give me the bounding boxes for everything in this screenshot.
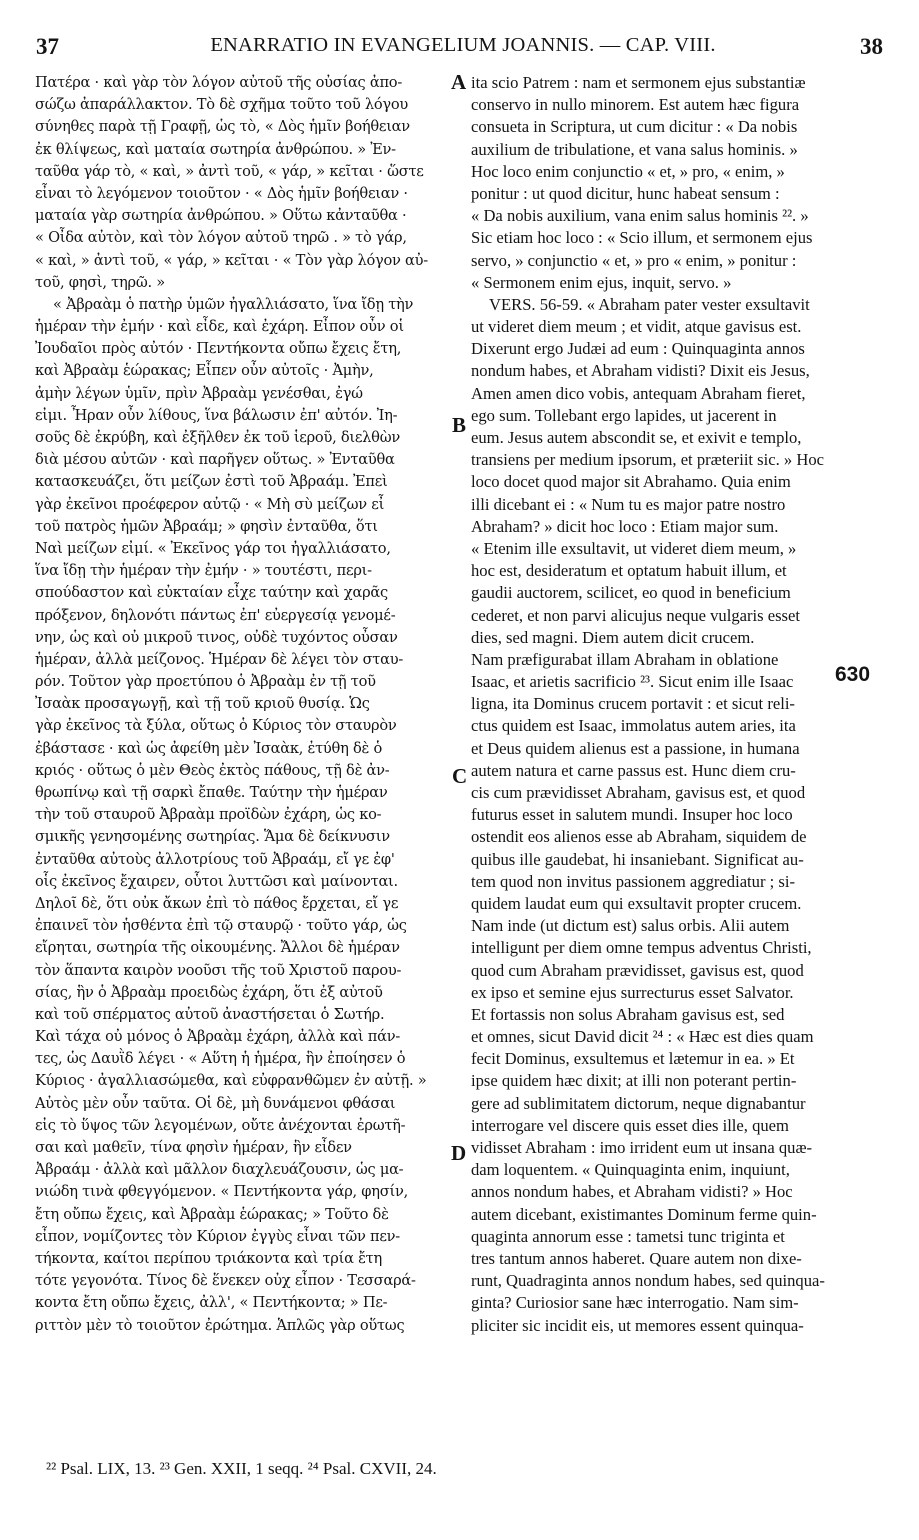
latin-text-line: hoc est, desideratum et optatum habuit illum, et	[471, 561, 787, 581]
greek-text-line: ἐνταῦθα αὐτοὺς ἀλλοτρίους τοῦ Ἀβραάμ, εἴ γε ἐφ'	[35, 850, 395, 868]
page-number-right: 38	[860, 34, 883, 59]
page-header	[0, 34, 919, 68]
latin-text-line: ita scio Patrem : nam et sermonem ejus substantiæ	[471, 73, 806, 92]
greek-text-line: σίας, ἣν ὁ Ἀβραὰμ προειδὼς ἐχάρη, ὅτι ἐξ αὐτοῦ	[35, 983, 383, 1001]
latin-text-line: et omnes, sicut David dicit ²⁴ : « Hæc est dies quam	[471, 1027, 814, 1047]
greek-text-line: ριττὸν μὲν τὸ τοιοῦτον ἐρώτημα. Ἁπλῶς γὰρ οὕτως	[35, 1316, 405, 1334]
greek-text-line: θρωπίνῳ καὶ τῇ σαρκὶ ἔπαθε. Ταύτην τὴν ἡμέραν	[35, 784, 388, 801]
latin-text-line: « Etenim ille exsultavit, ut videret diem meum, »	[471, 538, 797, 558]
greek-text-line: νιώδη τινὰ φθεγγόμενον. « Πεντήκοντα γάρ, φησίν,	[35, 1183, 408, 1201]
margin-letter-c: C	[452, 764, 468, 788]
latin-text-line: runt, Quadraginta annos nondum habes, sed quinqua-	[471, 1271, 825, 1291]
greek-column	[35, 72, 450, 1337]
greek-text-line: ἐβάστασε · καὶ ὡς ἀφείθη μὲν Ἰσαὰκ, ἐτύθη δὲ ὁ	[35, 739, 383, 757]
latin-text-line: Sic etiam hoc loco : « Scio illum, et sermonem ejus	[471, 228, 813, 248]
latin-text-line: servo, » conjunctio « et, » pro « enim, » ponitur :	[471, 250, 797, 270]
greek-text-line: τότε γεγονότα. Τίνος δὲ ἕνεκεν οὐχ εἶπον · Τεσσαρά-	[35, 1272, 416, 1290]
greek-text-line: σμικῆς γενησομένης σωτηρίας. Ἅμα δὲ δείκνυσιν	[35, 828, 390, 846]
greek-text-line: τοῦ, φησὶ, τηρῶ. »	[35, 273, 165, 291]
latin-text-line: ipse quidem hæc dixit; at illi non poterant pertin-	[471, 1071, 797, 1091]
latin-text-line: gere ad sublimitatem dictorum, neque dignabantur	[471, 1093, 806, 1113]
latin-text-line: intelligunt per diem omne tempus adventus Christi,	[471, 938, 812, 958]
greek-text-line: σαι καὶ μαθεῖν, τίνα φησὶν ἡμέραν, ἣν εἶδεν	[35, 1139, 352, 1156]
latin-text-line: pliciter sic incidit eis, ut memores essent quinqua-	[471, 1315, 804, 1335]
latin-text-line: Abraham? » dicit hoc loco : Etiam major sum.	[471, 516, 779, 536]
latin-text-line: ponitur : ut quod dicitur, hunc habeat sensum :	[471, 183, 780, 203]
greek-text-line: καὶ Ἀβραὰμ ἑώρακας; Εἶπεν οὖν αὐτοῖς · Ἀμὴν,	[35, 362, 374, 380]
latin-text-line: annos nondum habes, et Abraham vidisti? » Hoc	[471, 1182, 793, 1202]
latin-text-line: transiens per medium ipsorum, et præteriit sic. » Hoc	[471, 450, 825, 470]
latin-text-line: consueta in Scriptura, ut cum dicitur : « Da nobis	[471, 117, 798, 137]
greek-text-line: ρόν. Τοῦτον γὰρ προετύπου ὁ Ἀβραὰμ ἐν τῇ τοῦ	[35, 673, 376, 691]
margin-letter-d: D	[451, 1141, 467, 1165]
greek-text-line: ἐκ θλίψεως, καὶ ματαία σωτηρία ἀνθρώπου. » Ἐν-	[35, 140, 396, 158]
greek-text-line: Ἰσαὰκ προσαγωγῇ, καὶ τῇ τοῦ κριοῦ θυσίᾳ. Ὡς	[35, 695, 370, 713]
latin-text-line: illi dicebant ei : « Num tu es major patre nostro	[471, 494, 786, 514]
latin-column	[471, 72, 883, 1337]
latin-text-line: interrogare vel discere quis esset dies ille, quem	[471, 1115, 789, 1135]
greek-text-line: « καὶ, » ἀντὶ τοῦ, « γάρ, » κεῖται · « Τὸν γὰρ λόγον αὐ-	[35, 251, 428, 269]
greek-text-line: οἷς ἐκεῖνος ἔχαιρεν, οὗτοι λυττῶσι καὶ μαίνονται.	[35, 872, 398, 890]
greek-text-line: σπούδαστον καὶ εὐκταίαν εἶχε ταύτην καὶ χαρᾶς	[35, 584, 388, 602]
latin-text-line: ut videret diem meum ; et vidit, atque gavisus est.	[471, 317, 802, 337]
greek-text-line: τὸν ἅπαντα καιρὸν νοοῦσι τῆς τοῦ Χριστοῦ παρου-	[35, 961, 402, 979]
greek-text-line: εἰς τὸ ὕψος τῶν λεγομένων, οὔτε ἀνέχονται ἐρωτῆ-	[35, 1116, 406, 1134]
latin-text-line: auxilium de tribulatione, et vana salus hominis. »	[471, 139, 798, 159]
greek-text-line: ἐπαινεῖ τὸν ἡσθέντα ἐπὶ τῷ σταυρῷ · τοῦτο γάρ, ὡς	[35, 917, 407, 935]
greek-text-line: ἡμέραν τὴν ἐμήν · καὶ εἶδε, καὶ ἐχάρη. Εἶπον οὖν οἱ	[35, 318, 404, 336]
greek-text-line: Ναὶ μείζων εἰμί. « Ἐκεῖνος γάρ τοι ἠγαλλιάσατο,	[35, 539, 391, 557]
latin-text-line: et Deus quidem alienus est a passione, in humana	[471, 738, 800, 758]
greek-text-line: ἵνα ἴδῃ τὴν ἡμέραν τὴν ἐμήν · » τουτέστι, περι-	[35, 562, 372, 580]
latin-text-line: loco docet quod major sit Abrahamo. Quia enim	[471, 472, 791, 492]
greek-text-line: Καὶ τάχα οὐ μόνος ὁ Ἀβραὰμ ἐχάρη, ἀλλὰ καὶ πάν-	[35, 1028, 401, 1046]
latin-text-line: quod cum Abraham prævidisset, gavisus est, quod	[471, 960, 804, 980]
greek-text-line: « Ἀβραὰμ ὁ πατὴρ ὑμῶν ἠγαλλιάσατο, ἵνα ἴδῃ τὴν	[53, 295, 414, 313]
greek-text-line: Πατέρα · καὶ γὰρ τὸν λόγον αὐτοῦ τῆς οὐσίας ἀπο-	[35, 74, 403, 91]
latin-text-line: cederet, et non parvi alicujus neque vulgaris esset	[471, 605, 800, 625]
greek-text-line: εἰμι. Ἦραν οὖν λίθους, ἵνα βάλωσιν ἐπ' αὐτόν. Ἰη-	[35, 406, 398, 424]
latin-text-line: dam loquentem. « Quinquaginta enim, inquiunt,	[471, 1160, 790, 1180]
latin-text-line: ctus quidem est Isaac, immolatus autem aries, ita	[471, 716, 796, 736]
page-number-left: 37	[36, 34, 59, 59]
greek-text-line: ἀμὴν λέγων ὑμῖν, πρὶν Ἀβραὰμ γενέσθαι, ἐγώ	[35, 384, 363, 402]
latin-text-line: ostendit eos alienos esse ab Abraham, siquidem de	[471, 827, 807, 847]
margin-letter-b: B	[452, 413, 467, 437]
latin-text-line: quibus ille gaudebat, hi insaniebant. Significat au-	[471, 849, 804, 869]
greek-text-line: ἡμέραν, ἀλλὰ μείζονος. Ἡμέραν δὲ λέγει τὸν σταυ-	[35, 650, 404, 668]
latin-text-line: Nam inde (ut dictum est) salus orbis. Alii autem	[471, 916, 790, 936]
greek-text-line: εἶναι τὸ λεγόμενον τοιοῦτον · « Δὸς ἡμῖν βοήθειαν ·	[35, 184, 408, 202]
greek-text-line: καὶ τοῦ σπέρματος αὐτοῦ ἀναστήσεται ὁ Σωτήρ.	[35, 1005, 385, 1023]
latin-text-line: eum. Jesus autem abscondit se, et exivit e templo,	[471, 428, 802, 447]
greek-text-line: γὰρ ἐκεῖνοι προέφερον αὐτῷ · « Μὴ σὺ μείζων εἶ	[35, 495, 385, 513]
column-number: 630	[835, 663, 871, 686]
greek-text-line: κοντα ἔτη οὔπω ἔχεις, ἀλλ', « Πεντήκοντα; » Πε-	[35, 1294, 388, 1312]
latin-text-line: « Sermonem enim ejus, inquit, servo. »	[471, 272, 732, 292]
latin-text-line: « Da nobis auxilium, vana enim salus hominis ²². »	[471, 206, 809, 226]
latin-text-line: ligna, ita Dominus crucem portavit : et sicut reli-	[471, 694, 795, 714]
greek-text-line: σύνηθες παρὰ τῇ Γραφῇ, ὡς τὸ, « Δὸς ἡμῖν βοήθειαν	[35, 118, 410, 136]
greek-text-line: τες, ὡς Δαυῒδ λέγει · « Αὕτη ἡ ἡμέρα, ἣν ἐποίησεν ὁ	[35, 1050, 406, 1068]
latin-text-line: Et fortassis non solus Abraham gavisus est, sed	[471, 1004, 785, 1024]
greek-text-line: κριός · οὕτως ὁ μὲν Θεὸς ἐκτὸς πάθους, τῇ δὲ ἀν-	[35, 761, 390, 779]
greek-text-line: τοῦ πατρὸς ἡμῶν Ἀβραάμ; » φησὶν ἐνταῦθα, ὅτι	[35, 517, 378, 535]
latin-text-line: Dixerunt ergo Judæi ad eum : Quinquaginta annos	[471, 339, 805, 359]
greek-text-line: διὰ μέσου αὐτῶν · καὶ παρῆγεν οὕτως. » Ἐνταῦθα	[35, 451, 395, 469]
latin-text-line: vidisset Abraham : imo irrident eum ut insana quæ-	[471, 1138, 813, 1157]
running-title: ENARRATIO IN EVANGELIUM JOANNIS. — CAP. VIII.	[210, 34, 716, 56]
greek-text-line: εἶπον, νομίζοντες τὸν Κύριον ἐγγὺς εἶναι τῶν πεν-	[35, 1227, 400, 1245]
greek-text-line: κατασκευάζει, ὅτι μείζων ἐστὶ τοῦ Ἀβραάμ. Ἐπεὶ	[35, 473, 388, 491]
margin-letter-a: A	[451, 70, 467, 94]
latin-text-line: quaginta annorum esse : tametsi tunc triginta et	[471, 1226, 785, 1246]
latin-text-line: ex ipso et semine ejus surrecturus esset Salvator.	[471, 982, 794, 1002]
latin-text-line: Amen amen dico vobis, antequam Abraham fieret,	[471, 383, 806, 403]
latin-text-line: nondum habes, et Abraham vidisti? Dixit eis Jesus,	[471, 361, 810, 381]
latin-text-line: Nam præfigurabat illam Abraham in oblatione	[471, 649, 779, 669]
latin-text-line: conservo in nullo minorem. Est autem hæc figura	[471, 95, 800, 115]
greek-text-line: σώζω ἀπαράλλακτον. Τὸ δὲ σχῆμα τοῦτο τοῦ λόγου	[35, 96, 408, 114]
greek-text-line: τήκοντα, καίτοι περίπου τριάκοντα καὶ τρία ἔτη	[35, 1249, 382, 1267]
greek-text-line: ματαία γὰρ σωτηρία ἀνθρώπου. » Οὕτω κἀνταῦθα ·	[35, 207, 407, 225]
latin-text-line: fecit Dominus, exsultemus et lætemur in ea. » Et	[471, 1049, 795, 1069]
latin-text-line: Hoc loco enim conjunctio « et, » pro, « enim, »	[471, 161, 785, 181]
latin-text-line: futurus esset in salutem mundi. Insuper hoc loco	[471, 805, 793, 825]
latin-text-line: tem quod non invitus passionem aggrediatur ; si-	[471, 871, 795, 891]
latin-text-line: quidem laudat eum qui exsultavit propter crucem.	[471, 893, 802, 913]
latin-text-line: ginta? Curiosior sane hæc interrogatio. Nam sim-	[471, 1293, 799, 1313]
greek-text-line: σοῦς δὲ ἐκρύβη, καὶ ἐξῆλθεν ἐκ τοῦ ἱεροῦ, διελθὼν	[35, 429, 400, 446]
latin-text-line: autem natura et carne passus est. Hunc diem cru-	[471, 760, 796, 780]
latin-text-line: autem dicebant, existimantes Dominum ferme quin-	[471, 1204, 817, 1224]
greek-text-line: Κύριος · ἀγαλλιασώμεθα, καὶ εὐφρανθῶμεν ἐν αὐτῇ. »	[35, 1072, 427, 1090]
greek-text-line: ἔτη οὔπω ἔχεις, καὶ Ἀβραὰμ ἑώρακας; » Τοῦτο δὲ	[35, 1205, 389, 1223]
latin-text-line: gaudii auctorem, scilicet, eo quod in beneficium	[471, 583, 791, 603]
greek-text-line: νην, ὡς καὶ οὐ μικροῦ τινος, οὐδὲ τυχόντος οὖσαν	[35, 628, 398, 646]
greek-text-line: τὴν τοῦ σταυροῦ Ἀβραὰμ προϊδὼν ἐχάρη, ὡς κο-	[35, 806, 382, 824]
greek-text-line: « Οἶδα αὐτὸν, καὶ τὸν λόγον αὐτοῦ τηρῶ . » τὸ γάρ,	[35, 229, 407, 247]
latin-text-line: tres tantum annos haberet. Quare autem non dixe-	[471, 1248, 802, 1268]
latin-text-line: ego sum. Tollebant ergo lapides, ut jacerent in	[471, 405, 777, 425]
greek-text-line: Δηλοῖ δὲ, ὅτι οὐκ ἄκων ἐπὶ τὸ πάθος ἔρχεται, εἴ γε	[35, 894, 399, 912]
greek-text-line: εἴρηται, σωτηρία τῆς οἰκουμένης. Ἄλλοι δὲ ἡμέραν	[35, 939, 400, 957]
latin-text-line: dies, sed magni. Diem autem dicit crucem.	[471, 627, 755, 647]
greek-text-line: Ἀβραάμ · ἀλλὰ καὶ μᾶλλον διαχλευάζουσιν, ὡς μα-	[35, 1161, 404, 1179]
greek-text-line: πρόξενον, δηλονότι πάντως ἐπ' εὐεργεσίᾳ γενομέ-	[35, 606, 396, 624]
footnotes: ²² Psal. LIX, 13. ²³ Gen. XXII, 1 seqq. ²⁴ Psal. CXVII, 24.	[46, 1459, 437, 1478]
latin-text-line: cis cum prævidisset Abraham, gavisus est, et quod	[471, 783, 806, 802]
greek-text-line: Αὐτὸς μὲν οὖν ταῦτα. Οἱ δὲ, μὴ δυνάμενοι φθάσαι	[35, 1094, 396, 1112]
greek-text-line: Ἰουδαῖοι πρὸς αὐτόν · Πεντήκοντα οὔπω ἔχεις ἔτη,	[35, 340, 402, 358]
latin-text-line: VERS. 56-59. « Abraham pater vester exsultavit	[489, 294, 810, 314]
greek-text-line: ταῦθα γάρ τὸ, « καὶ, » ἀντὶ τοῦ, « γάρ, » κεῖται · ὥστε	[35, 162, 424, 180]
latin-text-line: Isaac, et arietis sacrificio ²³. Sicut enim ille Isaac	[471, 672, 794, 692]
greek-text-line: γὰρ ἐκεῖνος τὰ ξύλα, οὕτως ὁ Κύριος τὸν σταυρὸν	[35, 717, 397, 735]
